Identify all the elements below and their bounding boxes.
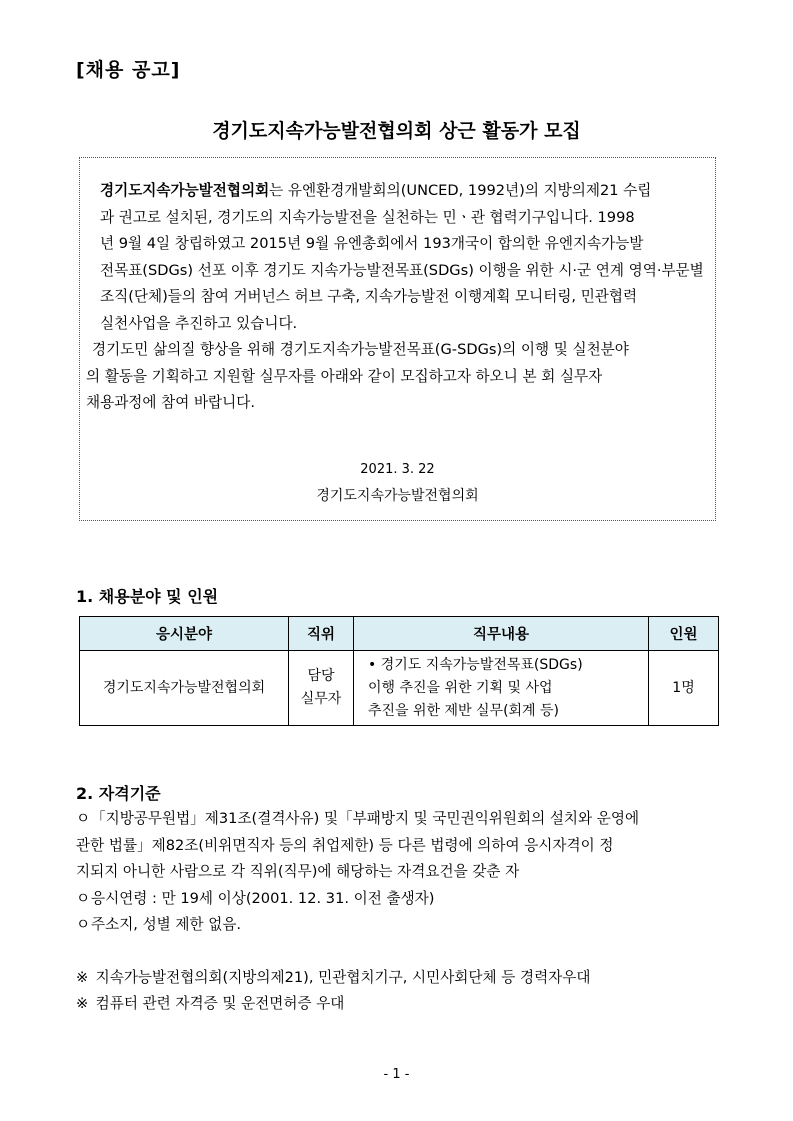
qualification-item (76, 806, 716, 833)
document-title: 경기도지속가능발전협의회 상근 활동가 모집 (212, 120, 581, 142)
qualification-line: 응시연령 : 만 19세 이상(2001. 12. 31. 이전 출생자) (91, 889, 435, 907)
cell-duty (354, 651, 649, 726)
bullet-marker: ㅇ (76, 810, 91, 827)
header-count: 인원 (649, 617, 719, 651)
duty-line: • 경기도 지속가능발전목표(SDGs) (368, 656, 583, 673)
position-line: 담당 (307, 668, 335, 684)
note-marker: ※ (76, 968, 89, 986)
intro-org-name: 경기도지속가능발전협의회 (100, 182, 270, 199)
header-position: 직위 (289, 617, 354, 651)
intro-line: 조직(단체)들의 참여 거버넌스 허브 구축, 지속가능발전 이행계획 모니터링, 민관협력 (100, 288, 638, 305)
section2-title: 2. 자격기준 (76, 784, 161, 803)
header-duty: 직무내용 (354, 617, 649, 651)
table-header-row (80, 617, 719, 651)
intro-line: 년 9월 4일 창립하였고 2015년 9월 유엔총회에서 193개국이 합의한 유엔지속가능발 (100, 235, 644, 252)
cell-count: 1명 (649, 651, 719, 726)
intro-line: 전목표(SDGs) 선포 이후 경기도 지속가능발전목표(SDGs) 이행을 위한 시·군 연계 영역·부문별 (100, 261, 704, 279)
intro-line: 경기도민 삶의질 향상을 위해 경기도지속가능발전목표(G-SDGs)의 이행 및 실천분야 (92, 341, 629, 358)
intro-line: 의 활동을 기획하고 지원할 실무자를 아래와 같이 모집하고자 하오니 본 회 실무자 (86, 367, 603, 385)
section1-title: 1. 채용분야 및 인원 (76, 587, 219, 606)
table-row (80, 651, 719, 726)
note-text: 컴퓨터 관련 자격증 및 운전면허증 우대 (95, 995, 345, 1012)
qualification-line: 주소지, 성별 제한 없음. (91, 916, 242, 933)
note-item (76, 991, 716, 1018)
duty-line: 추진을 위한 제반 실무(회계 등) (368, 702, 560, 719)
header-field: 응시분야 (80, 617, 289, 651)
note-item (76, 965, 716, 992)
note-marker: ※ (76, 995, 89, 1012)
intro-line: 과 권고로 설치된, 경기도의 지속가능발전을 실천하는 민ㆍ관 협력기구입니다. 1998 (100, 208, 635, 226)
page-header-label: [채용 공고] (76, 59, 181, 81)
qualification-line: 지되지 아니한 사람으로 각 직위(직무)에 해당하는 자격요건을 갖춘 자 (76, 863, 520, 880)
cell-field: 경기도지속가능발전협의회 (80, 651, 289, 726)
recruitment-table (79, 616, 719, 726)
duty-line: 이행 추진을 위한 기획 및 사업 (368, 679, 553, 696)
position-line: 실무자 (300, 691, 342, 707)
cell-position (289, 651, 354, 726)
page-number: - 1 - (383, 1067, 410, 1082)
intro-paragraph-1 (86, 178, 708, 337)
intro-box (79, 157, 716, 521)
intro-line: 실천사업을 추진하고 있습니다. (100, 314, 298, 332)
note-text: 지속가능발전협의회(지방의제21), 민관협치기구, 시민사회단체 등 경력자우대 (95, 968, 591, 986)
bullet-marker: ㅇ (76, 889, 91, 907)
bullet-marker: ㅇ (76, 916, 91, 933)
intro-line: 채용과정에 참여 바랍니다. (86, 394, 255, 411)
intro-paragraph-2 (86, 337, 708, 417)
intro-date: 2021. 3. 22 (360, 462, 435, 477)
intro-signature: 경기도지속가능발전협의회 (316, 488, 479, 504)
qualification-line: 「지방공무원법」제31조(결격사유) 및「부패방지 및 국민권익위원회의 설치와 운영에 (91, 810, 640, 827)
qualification-body (76, 806, 716, 1018)
qualification-item (76, 886, 716, 913)
qualification-item (76, 912, 716, 939)
intro-line: 는 유엔환경개발회의(UNCED, 1992년)의 지방의제21 수립 (269, 182, 652, 199)
qualification-line: 관한 법률」제82조(비위면직자 등의 취업제한) 등 다른 법령에 의하여 응시자격이 정 (76, 836, 614, 854)
